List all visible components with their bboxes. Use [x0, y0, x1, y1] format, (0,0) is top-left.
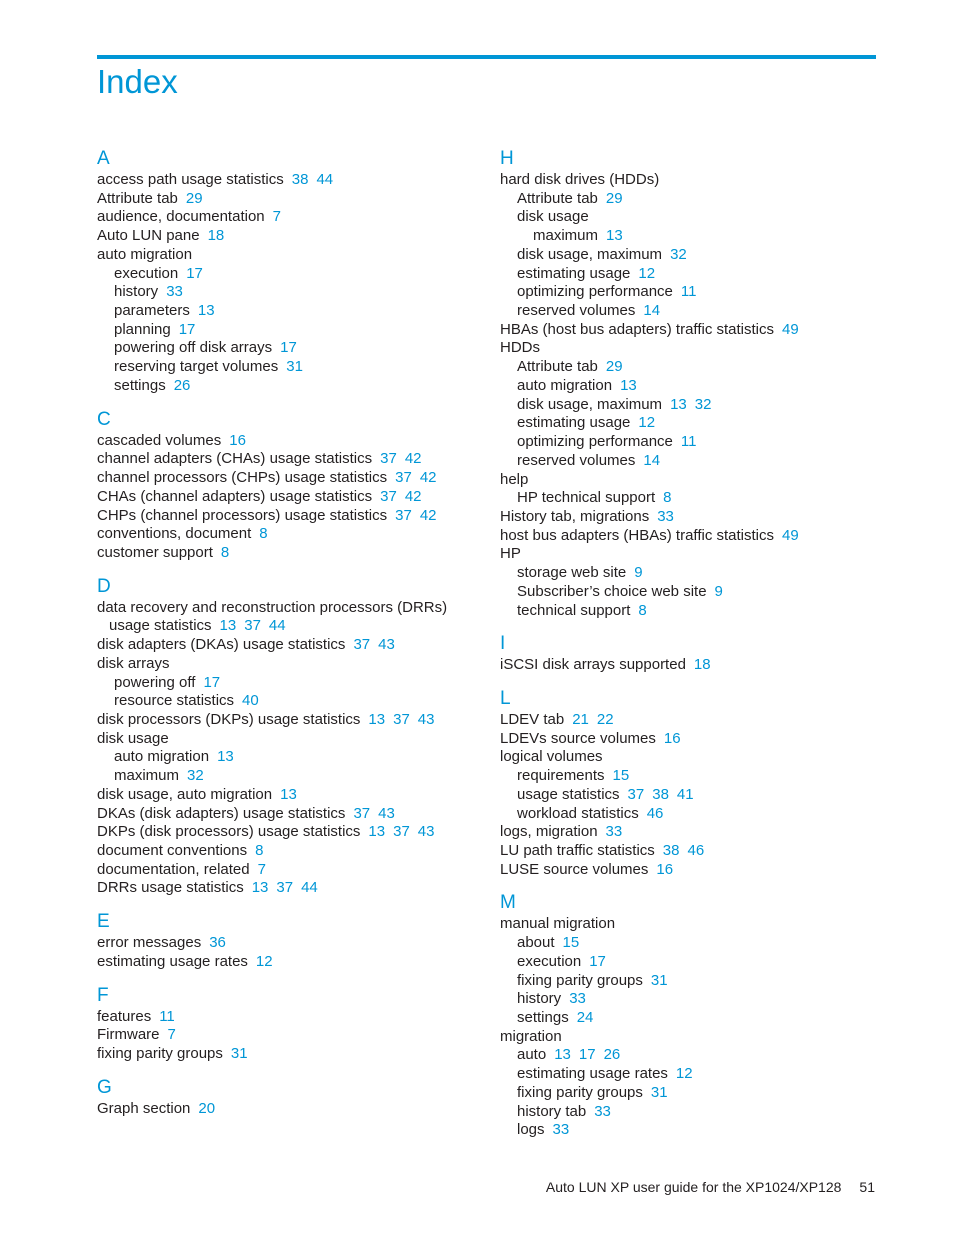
page-link[interactable]: 14 [643, 302, 661, 320]
index-term: execution [114, 264, 179, 282]
index-term: workload statistics [517, 804, 639, 822]
index-term: requirements [517, 767, 605, 785]
index-term: DRRs usage statistics [97, 879, 244, 897]
index-term: LDEVs source volumes [500, 729, 656, 747]
index-entry [500, 414, 880, 433]
page-link[interactable]: 13 [670, 395, 687, 413]
index-term: auto [517, 1046, 547, 1064]
page-link[interactable]: 31 [650, 971, 668, 989]
page-link[interactable]: 13 [217, 748, 234, 766]
index-entry [97, 953, 477, 972]
index-term: resource statistics [114, 692, 235, 710]
page-link[interactable]: 8 [220, 543, 230, 561]
index-entry [500, 748, 880, 767]
page-number: 51 [859, 1179, 875, 1195]
index-entry [97, 879, 477, 898]
page-link[interactable]: 42 [404, 450, 422, 468]
page-link[interactable]: 8 [259, 525, 268, 543]
index-entry [500, 767, 880, 786]
index-term: fixing parity groups [517, 1083, 643, 1101]
page-link[interactable]: 38 [662, 842, 680, 859]
page-link[interactable]: 17 [589, 952, 606, 970]
page-link[interactable]: 11 [159, 1007, 175, 1025]
page-link[interactable]: 37 [380, 487, 397, 505]
index-entry [97, 302, 477, 321]
index-entry [97, 1045, 477, 1064]
page-link[interactable]: 37 [353, 636, 371, 654]
section-letter: F [97, 984, 109, 1006]
index-term: history tab [517, 1102, 587, 1120]
index-term: data recovery and reconstruction processors (DRRs) [97, 598, 448, 616]
index-term: Attribute tab [517, 358, 598, 376]
section-letter: L [500, 687, 511, 709]
index-entry [500, 823, 880, 842]
index-column-left [97, 148, 477, 1131]
page-link[interactable]: 16 [656, 860, 674, 878]
index-entry [97, 358, 477, 377]
index-entry [97, 227, 477, 246]
index-entry [500, 302, 880, 321]
page-link[interactable]: 26 [173, 376, 191, 394]
index-column-right [500, 148, 880, 1153]
index-entry [500, 358, 880, 377]
page-link[interactable]: 8 [663, 489, 672, 507]
index-term: auto migration [114, 748, 210, 766]
index-section-m [500, 892, 880, 1140]
index-term: help [500, 470, 529, 488]
page-link[interactable]: 49 [782, 320, 799, 338]
page-link[interactable]: 42 [419, 506, 437, 524]
page-link[interactable]: 31 [286, 358, 303, 376]
index-term: access path usage statistics [97, 171, 284, 188]
index-entry [500, 527, 880, 546]
index-term: estimating usage rates [517, 1065, 668, 1083]
index-entry [500, 1065, 880, 1084]
section-letter: H [500, 148, 514, 169]
index-entry [97, 599, 477, 618]
page-link[interactable]: 43 [378, 636, 395, 654]
index-term: channel adapters (CHAs) usage statistics [97, 450, 373, 468]
page-link[interactable]: 22 [596, 710, 614, 728]
page-link[interactable]: 13 [554, 1046, 571, 1064]
page-link[interactable]: 40 [242, 692, 259, 710]
page-link[interactable]: 32 [670, 245, 687, 263]
page-link[interactable]: 31 [650, 1083, 668, 1101]
index-entry [500, 1121, 880, 1140]
index-term: document conventions [97, 842, 248, 859]
index-entry [97, 283, 477, 302]
page-link[interactable]: 13 [197, 302, 215, 320]
index-section-h [500, 148, 880, 620]
index-term: parameters [114, 302, 190, 320]
index-entry [500, 915, 880, 934]
page-link[interactable]: 16 [229, 431, 246, 449]
index-entry [500, 1103, 880, 1122]
index-entry [500, 545, 880, 564]
index-term: features [97, 1007, 152, 1025]
index-term: disk adapters (DKAs) usage statistics [97, 636, 346, 654]
index-term: logs [517, 1121, 545, 1139]
index-entry [97, 507, 477, 526]
index-term: fixing parity groups [517, 971, 643, 989]
index-entry [500, 171, 880, 190]
index-entry [97, 544, 477, 563]
page-link[interactable]: 7 [272, 208, 281, 226]
index-term: documentation, related [97, 860, 250, 878]
index-term: disk arrays [97, 654, 170, 672]
index-term: Attribute tab [517, 189, 598, 207]
index-entry [97, 617, 477, 636]
page-link[interactable]: 11 [680, 283, 697, 301]
page-link[interactable]: 7 [167, 1026, 176, 1044]
index-term: Firmware [97, 1026, 160, 1044]
index-term: auto migration [517, 376, 613, 394]
index-term: HP technical support [517, 489, 656, 507]
index-term: disk usage [97, 729, 169, 747]
index-entry [97, 842, 477, 861]
index-term: LDEV tab [500, 710, 565, 728]
page-link[interactable]: 17 [186, 264, 203, 282]
index-term: error messages [97, 934, 202, 952]
page-link[interactable]: 18 [693, 656, 711, 674]
index-entry [500, 934, 880, 953]
page-link[interactable]: 33 [594, 1102, 611, 1120]
index-term: estimating usage [517, 414, 631, 432]
index-entry [97, 674, 477, 693]
page-link[interactable]: 33 [569, 990, 586, 1008]
page-link[interactable]: 13 [620, 376, 637, 394]
page-link[interactable]: 13 [368, 710, 386, 728]
page-link[interactable]: 32 [187, 767, 204, 785]
index-entry [97, 823, 477, 842]
page-link[interactable]: 9 [714, 582, 723, 600]
index-term: execution [517, 952, 582, 970]
index-term: Auto LUN pane [97, 227, 200, 245]
index-entry [97, 636, 477, 655]
header-rule [97, 55, 876, 59]
index-entry [500, 1009, 880, 1028]
index-section-i [500, 633, 880, 675]
index-entry [500, 283, 880, 302]
page-link[interactable]: 12 [255, 952, 273, 970]
index-term: settings [114, 376, 166, 394]
section-letter: G [97, 1076, 112, 1098]
index-term: auto migration [97, 245, 193, 263]
index-term: logs, migration [500, 823, 598, 841]
page-link[interactable]: 33 [166, 283, 183, 301]
index-entry [97, 469, 477, 488]
page-link[interactable]: 15 [612, 767, 630, 785]
index-entry [97, 339, 477, 358]
page-link[interactable]: 41 [676, 785, 694, 803]
page-link[interactable]: 37 [627, 785, 645, 803]
index-term: Attribute tab [97, 189, 178, 207]
page-link[interactable]: 7 [257, 860, 266, 878]
page-link[interactable]: 32 [694, 395, 712, 413]
page-link[interactable]: 17 [178, 320, 196, 338]
index-entry [500, 227, 880, 246]
index-section-g [97, 1077, 477, 1119]
page-link[interactable]: 13 [280, 785, 297, 803]
index-section-l [500, 688, 880, 879]
page-link[interactable]: 37 [380, 450, 397, 468]
index-term: usage statistics [109, 617, 212, 635]
page-link[interactable]: 42 [419, 469, 437, 487]
page-link[interactable]: 46 [687, 842, 705, 859]
section-letter: E [97, 911, 110, 933]
index-entry [500, 972, 880, 991]
index-term: estimating usage [517, 264, 631, 282]
index-term: disk usage, auto migration [97, 785, 273, 803]
page-link[interactable]: 37 [395, 469, 412, 487]
index-section-d [97, 576, 477, 899]
index-term: conventions, document [97, 525, 252, 543]
index-term: maximum [114, 767, 180, 785]
index-section-c [97, 409, 477, 563]
page-link[interactable]: 37 [353, 804, 371, 822]
index-term: CHPs (channel processors) usage statistics [97, 506, 388, 524]
index-term: Subscriber’s choice web site [517, 582, 707, 600]
index-term: disk usage [517, 208, 589, 226]
page-link[interactable]: 44 [316, 171, 334, 188]
index-term: disk usage, maximum [517, 245, 663, 263]
page-link[interactable]: 12 [638, 414, 656, 432]
index-entry [97, 934, 477, 953]
index-entry [500, 711, 880, 730]
page-link[interactable]: 37 [395, 506, 412, 524]
index-term: powering off [114, 673, 196, 691]
index-term: about [517, 934, 555, 952]
index-term: reserved volumes [517, 451, 636, 469]
index-term: Graph section [97, 1099, 191, 1117]
page-link[interactable]: 43 [378, 804, 395, 822]
page-link[interactable]: 44 [268, 617, 286, 635]
page-link[interactable]: 18 [207, 227, 225, 245]
page-link[interactable]: 37 [393, 710, 410, 728]
index-entry [97, 1008, 477, 1027]
page-link[interactable]: 17 [280, 339, 297, 357]
index-entry [97, 711, 477, 730]
index-entry [97, 171, 477, 190]
page-link[interactable]: 37 [244, 617, 261, 635]
index-term: hard disk drives (HDDs) [500, 171, 660, 188]
index-term: fixing parity groups [97, 1045, 223, 1063]
section-letter: I [500, 633, 506, 655]
index-entry [500, 433, 880, 452]
index-term: HP [500, 545, 521, 563]
index-entry [500, 396, 880, 415]
index-entry [97, 748, 477, 767]
index-entry [500, 1046, 880, 1065]
index-entry [97, 1100, 477, 1119]
page-link[interactable]: 9 [634, 564, 643, 582]
index-entry [97, 730, 477, 749]
section-letter: C [97, 408, 111, 430]
index-entry [97, 432, 477, 451]
page-link[interactable]: 38 [652, 785, 669, 803]
page-link[interactable]: 31 [230, 1045, 248, 1063]
index-entry [97, 208, 477, 227]
page-link[interactable]: 8 [638, 601, 647, 619]
page-link[interactable]: 43 [417, 710, 435, 728]
index-term: estimating usage rates [97, 952, 248, 970]
page-link[interactable]: 29 [185, 189, 203, 207]
index-entry [500, 489, 880, 508]
index-entry [500, 190, 880, 209]
index-term: logical volumes [500, 748, 603, 766]
index-term: audience, documentation [97, 208, 265, 226]
index-entry [97, 321, 477, 340]
index-term: reserving target volumes [114, 358, 279, 376]
index-entry [97, 190, 477, 209]
page-link[interactable]: 13 [368, 823, 386, 841]
index-entry [500, 508, 880, 527]
index-section-e [97, 911, 477, 971]
index-term: DKPs (disk processors) usage statistics [97, 823, 361, 841]
index-term: CHAs (channel adapters) usage statistics [97, 487, 373, 505]
page-link[interactable]: 12 [675, 1065, 693, 1083]
page-title: Index [97, 63, 178, 100]
index-entry [97, 450, 477, 469]
page-link[interactable]: 12 [638, 264, 656, 282]
index-entry [97, 525, 477, 544]
page-link[interactable]: 37 [276, 879, 294, 897]
index-term: channel processors (CHPs) usage statistics [97, 469, 388, 487]
index-term: customer support [97, 543, 213, 561]
index-entry [500, 805, 880, 824]
index-entry [97, 767, 477, 786]
page-link[interactable]: 44 [301, 879, 318, 897]
index-term: reserved volumes [517, 302, 636, 320]
page-link[interactable]: 17 [203, 673, 221, 691]
page-link[interactable]: 13 [251, 879, 269, 897]
index-entry [97, 655, 477, 674]
index-entry [500, 583, 880, 602]
page-footer [546, 1179, 875, 1195]
index-entry [500, 786, 880, 805]
index-entry [500, 842, 880, 861]
index-term: history [517, 990, 562, 1008]
page-link[interactable]: 16 [663, 729, 681, 747]
index-term: settings [517, 1009, 569, 1027]
index-term: optimizing performance [517, 283, 673, 301]
page-link[interactable]: 20 [198, 1099, 216, 1117]
page-link[interactable]: 33 [605, 823, 623, 841]
index-entry [500, 730, 880, 749]
page-link[interactable]: 29 [605, 189, 623, 207]
section-letter: M [500, 892, 516, 914]
index-term: HBAs (host bus adapters) traffic statistics [500, 320, 774, 338]
index-entry [500, 265, 880, 284]
page-link[interactable]: 29 [605, 358, 623, 376]
index-entry [500, 339, 880, 358]
index-term: disk usage, maximum [517, 395, 663, 413]
index-entry [97, 265, 477, 284]
page-link[interactable]: 26 [603, 1046, 621, 1064]
page-link[interactable]: 13 [219, 617, 237, 635]
index-term: history [114, 283, 159, 301]
index-term: History tab, migrations [500, 507, 650, 525]
index-entry [500, 208, 880, 227]
page-link[interactable]: 49 [782, 526, 799, 544]
index-term: planning [114, 320, 171, 338]
index-term: optimizing performance [517, 433, 673, 451]
index-entry [500, 602, 880, 621]
page-link[interactable]: 33 [657, 507, 674, 525]
index-entry [97, 1026, 477, 1045]
index-entry [97, 805, 477, 824]
page-link[interactable]: 38 [291, 171, 309, 188]
index-entry [97, 861, 477, 880]
index-entry [500, 990, 880, 1009]
index-term: maximum [533, 227, 599, 245]
page-link[interactable]: 13 [606, 227, 623, 245]
index-term: manual migration [500, 915, 616, 933]
index-term: host bus adapters (HBAs) traffic statistics [500, 526, 774, 544]
index-entry [500, 377, 880, 396]
page-link[interactable]: 42 [404, 487, 422, 505]
page-link[interactable]: 15 [562, 934, 580, 952]
section-letter: D [97, 575, 111, 597]
index-term: technical support [517, 601, 631, 619]
page-link[interactable]: 36 [209, 934, 226, 952]
index-term: LU path traffic statistics [500, 842, 655, 859]
index-term: migration [500, 1027, 562, 1045]
page-link[interactable]: 17 [578, 1046, 596, 1064]
index-entry [500, 321, 880, 340]
index-term: LUSE source volumes [500, 860, 649, 878]
index-entry [500, 656, 880, 675]
page-link[interactable]: 37 [393, 823, 410, 841]
index-section-f [97, 985, 477, 1064]
index-entry [500, 953, 880, 972]
page-link[interactable]: 24 [576, 1009, 594, 1027]
index-term: storage web site [517, 564, 627, 582]
index-entry [500, 1028, 880, 1047]
index-term: cascaded volumes [97, 431, 222, 449]
page-link[interactable]: 46 [646, 804, 664, 822]
index-term: DKAs (disk adapters) usage statistics [97, 804, 346, 822]
index-term: powering off disk arrays [114, 339, 273, 357]
index-entry [97, 246, 477, 265]
page-link[interactable]: 21 [572, 710, 589, 728]
footer-title: Auto LUN XP user guide for the XP1024/XP128 [545, 1179, 842, 1195]
page-link[interactable]: 14 [643, 451, 661, 469]
section-letter: A [97, 148, 110, 169]
index-term: disk processors (DKPs) usage statistics [97, 710, 361, 728]
index-term: HDDs [500, 339, 540, 357]
index-entry [97, 377, 477, 396]
page-link[interactable]: 33 [552, 1121, 570, 1139]
index-term: iSCSI disk arrays supported [500, 656, 686, 674]
index-entry [500, 471, 880, 490]
index-entry [500, 452, 880, 471]
index-entry [97, 786, 477, 805]
index-entry [97, 488, 477, 507]
index-term: usage statistics [517, 785, 620, 803]
page-link[interactable]: 43 [417, 823, 435, 841]
index-entry [500, 861, 880, 880]
page-link[interactable]: 8 [255, 842, 264, 859]
page-link[interactable]: 11 [680, 433, 697, 451]
index-entry [500, 1084, 880, 1103]
index-entry [500, 246, 880, 265]
index-entry [97, 692, 477, 711]
index-entry [500, 564, 880, 583]
index-section-a [97, 148, 477, 396]
